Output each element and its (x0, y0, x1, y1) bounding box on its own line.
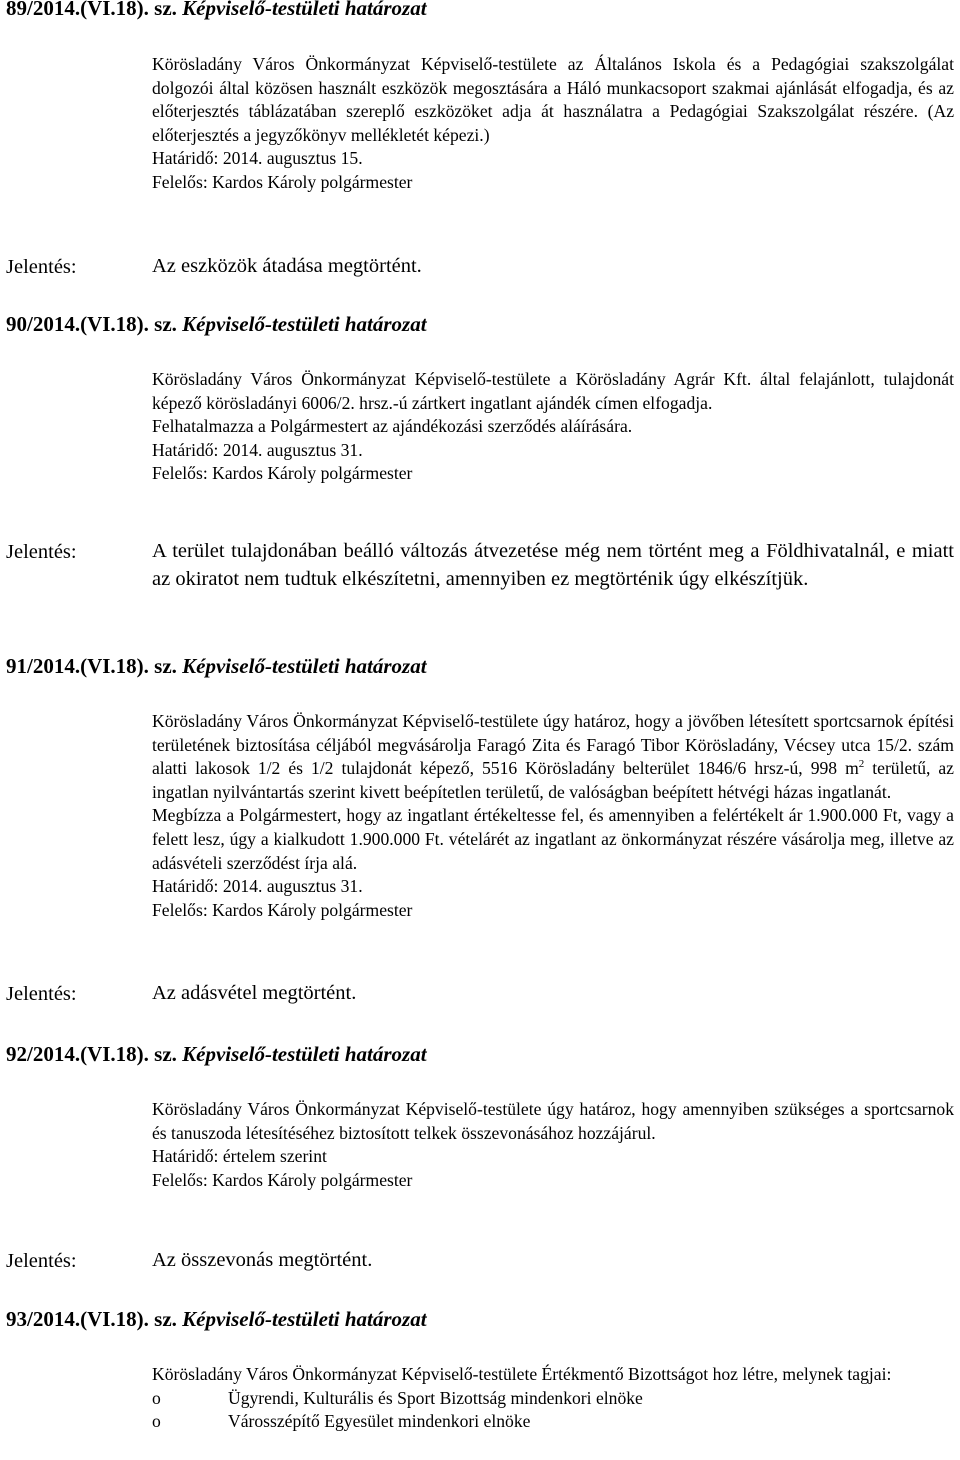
paragraph-part: területű, az ingatlan nyilvántartás szerint kivett beépítetlen területű, de valóságban beépített hétvégi házas ingatlanát. (152, 758, 954, 802)
report-label: Jelentés: (6, 983, 77, 1005)
resolution-number: 91/2014.(VI.18). sz. (6, 654, 177, 678)
resolution-number: 90/2014.(VI.18). sz. (6, 312, 177, 336)
resolution-paragraph: Körösladány Város Önkormányzat Képviselő-testülete Értékmentő Bizottságot hoz létre, melynek tagjai: (152, 1364, 892, 1384)
resolution-kind: Képviselő-testületi határozat (182, 1042, 427, 1066)
resolution-number: 93/2014.(VI.18). sz. (6, 1307, 177, 1331)
responsible: Felelős: Kardos Károly polgármester (152, 1169, 413, 1190)
responsible: Felelős: Kardos Károly polgármester (152, 171, 413, 192)
report-text: Az összevonás megtörtént. (152, 1249, 373, 1271)
deadline: Határidő: 2014. augusztus 31. (152, 876, 363, 897)
resolution-title (6, 654, 427, 679)
bullet-marker: o (152, 1411, 161, 1432)
resolution-title (6, 312, 427, 337)
resolution-paragraph (152, 710, 954, 804)
member-text: Városszépítő Egyesület mindenkori elnöke (228, 1411, 531, 1432)
list-item (152, 1387, 954, 1411)
deadline: Határidő: 2014. augusztus 31. (152, 439, 363, 460)
resolution-body (152, 1098, 954, 1192)
resolution-body (152, 53, 954, 195)
resolution-title (6, 1042, 427, 1067)
resolution-body (152, 368, 954, 486)
report-label: Jelentés: (6, 1250, 77, 1272)
resolution-title (6, 0, 427, 21)
member-list (152, 1387, 954, 1434)
list-item (152, 1410, 954, 1434)
resolution-paragraph: Körösladány Város Önkormányzat Képviselő-testülete úgy határoz, hogy amennyiben szükséges a sportcsarnok és tanuszoda létesítéséhez biztosított telkek összevonásához hozzájárul. (152, 1099, 954, 1143)
responsible: Felelős: Kardos Károly polgármester (152, 463, 413, 484)
report-text: Az eszközök átadása megtörtént. (152, 255, 422, 277)
report-label: Jelentés: (6, 541, 77, 563)
paragraph-part: Körösladány Város Önkormányzat Képviselő-testülete úgy határoz, hogy a jövőben létesített sportcsarnok építési területének biztosítása céljából megvásárolja Faragó Zita és Faragó Tibor Körösladány, Vécsey utca 15/2. szám alatti lakosok 1/2 és 1/2 tulajdonát képező, 5516 Körösladány belterület 1846/6 hrsz-ú, 998 m (152, 711, 954, 779)
resolution-number: 89/2014.(VI.18). sz. (6, 0, 177, 20)
resolution-paragraph: Körösladány Város Önkormányzat Képviselő-testülete az Általános Iskola és a Pedagógiai szakszolgálat dolgozói által közösen használt eszközök megosztására a Háló munkacsoport szakmai ajánlását elfogadja, és az előterjesztés táblázatában szereplő eszközöket adja át használatra a Pedagógiai Szakszolgálat részére. (Az előterjesztés a jegyzőkönyv mellékletét képezi.) (152, 54, 954, 145)
report-label: Jelentés: (6, 256, 77, 278)
resolution-paragraph: Körösladány Város Önkormányzat Képviselő-testülete a Körösladány Agrár Kft. által felajánlott, tulajdonát képező körösladányi 6006/2. hrsz.-ú zártkert ingatlant ajándék címen elfogadja. (152, 369, 954, 413)
resolution-number: 92/2014.(VI.18). sz. (6, 1042, 177, 1066)
resolution-kind: Képviselő-testületi határozat (182, 654, 427, 678)
resolution-kind: Képviselő-testületi határozat (182, 1307, 427, 1331)
deadline: Határidő: 2014. augusztus 15. (152, 148, 363, 169)
resolution-title (6, 1307, 427, 1332)
report-text: Az adásvétel megtörtént. (152, 982, 357, 1004)
resolution-kind: Képviselő-testületi határozat (182, 0, 427, 20)
bullet-marker: o (152, 1387, 161, 1408)
resolution-kind: Képviselő-testületi határozat (182, 312, 427, 336)
area-superscript: 2 (858, 758, 865, 771)
responsible: Felelős: Kardos Károly polgármester (152, 899, 413, 920)
resolution-body (152, 710, 954, 922)
report-text: A terület tulajdonában beálló változás átvezetése még nem történt meg a Földhivatalnál, e miatt az okiratot nem tudtuk elkészítetni, amennyiben ez megtörténik úgy elkészítjük. (152, 540, 954, 590)
mandate-paragraph: Megbízza a Polgármestert, hogy az ingatlant értékeltesse fel, és amennyiben a felértékelt ár 1.900.000 Ft, vagy a felett lesz, úgy a kialkudott 1.900.000 Ft. vételárét az ingatlant az önkormányzat részére vásárolja meg, illetve az adásvételi szerződést írja alá. (152, 805, 954, 873)
deadline: Határidő: értelem szerint (152, 1146, 327, 1167)
member-text: Ügyrendi, Kulturális és Sport Bizottság mindenkori elnöke (228, 1387, 643, 1408)
authorization: Felhatalmazza a Polgármestert az ajándékozási szerződés aláírására. (152, 416, 633, 437)
resolution-body (152, 1363, 954, 1434)
